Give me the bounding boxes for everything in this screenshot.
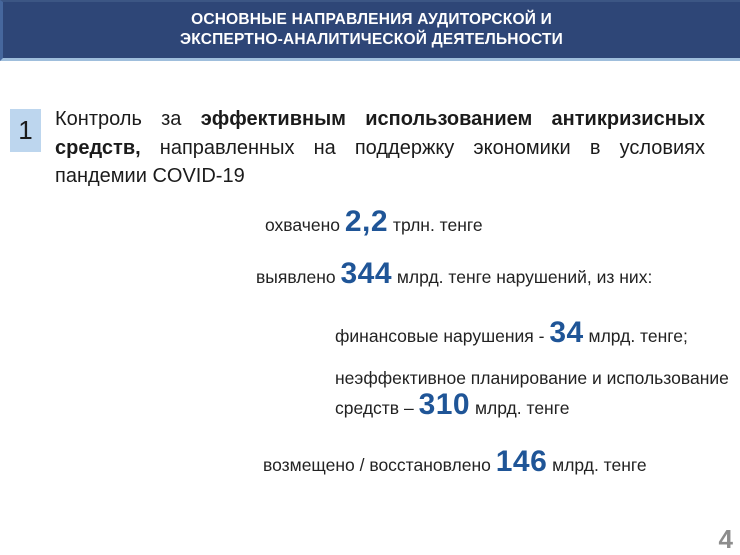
stat-violations-label: выявлено (256, 267, 341, 287)
stat-recovered-label: возмещено / восстановлено (263, 455, 496, 475)
stat-covered-value: 2,2 (344, 205, 389, 238)
stat-covered-unit: трлн. тенге (388, 215, 483, 235)
stat-inefficient-value: 310 (418, 388, 471, 421)
item-text-bold: эффективным использованием антикризисных средств, (55, 108, 706, 159)
slide-title-band (0, 0, 740, 61)
stat-violations-value: 344 (340, 257, 393, 290)
item-number-badge: 1 (10, 109, 41, 152)
stat-covered-label: охвачено (265, 215, 345, 235)
slide-title-line2: ЭКСПЕРТНО-АНАЛИТИЧЕСКОЙ ДЕЯТЕЛЬНОСТИ (180, 31, 563, 48)
stat-financial-value: 34 (549, 316, 584, 349)
item-text (55, 105, 705, 191)
stat-financial-label: финансовые нарушения - (335, 326, 550, 346)
stat-inefficient-planning-line1: неэффективное планирование и использование (335, 368, 729, 388)
stat-inefficient-planning-line2 (335, 387, 569, 426)
stat-inefficient-unit: млрд. тенге (470, 398, 570, 418)
stat-recovered (263, 444, 647, 483)
item-text-prefix: Контроль за (55, 108, 201, 130)
page-number: 4 (718, 524, 733, 555)
item-text-suffix: направленных на поддержку экономики в условиях пандемии COVID-19 (55, 136, 705, 187)
stat-inefficient-label: средств – (335, 398, 419, 418)
stat-violations-found (256, 256, 652, 295)
stat-financial-unit: млрд. тенге; (583, 326, 688, 346)
stat-recovered-value: 146 (495, 445, 548, 478)
stat-violations-unit: млрд. тенге нарушений, из них: (392, 267, 653, 287)
stat-financial-violations (335, 315, 688, 354)
stat-covered (265, 204, 483, 243)
slide-title-line1: ОСНОВНЫЕ НАПРАВЛЕНИЯ АУДИТОРСКОЙ И (191, 11, 552, 28)
stat-recovered-unit: млрд. тенге (547, 455, 647, 475)
